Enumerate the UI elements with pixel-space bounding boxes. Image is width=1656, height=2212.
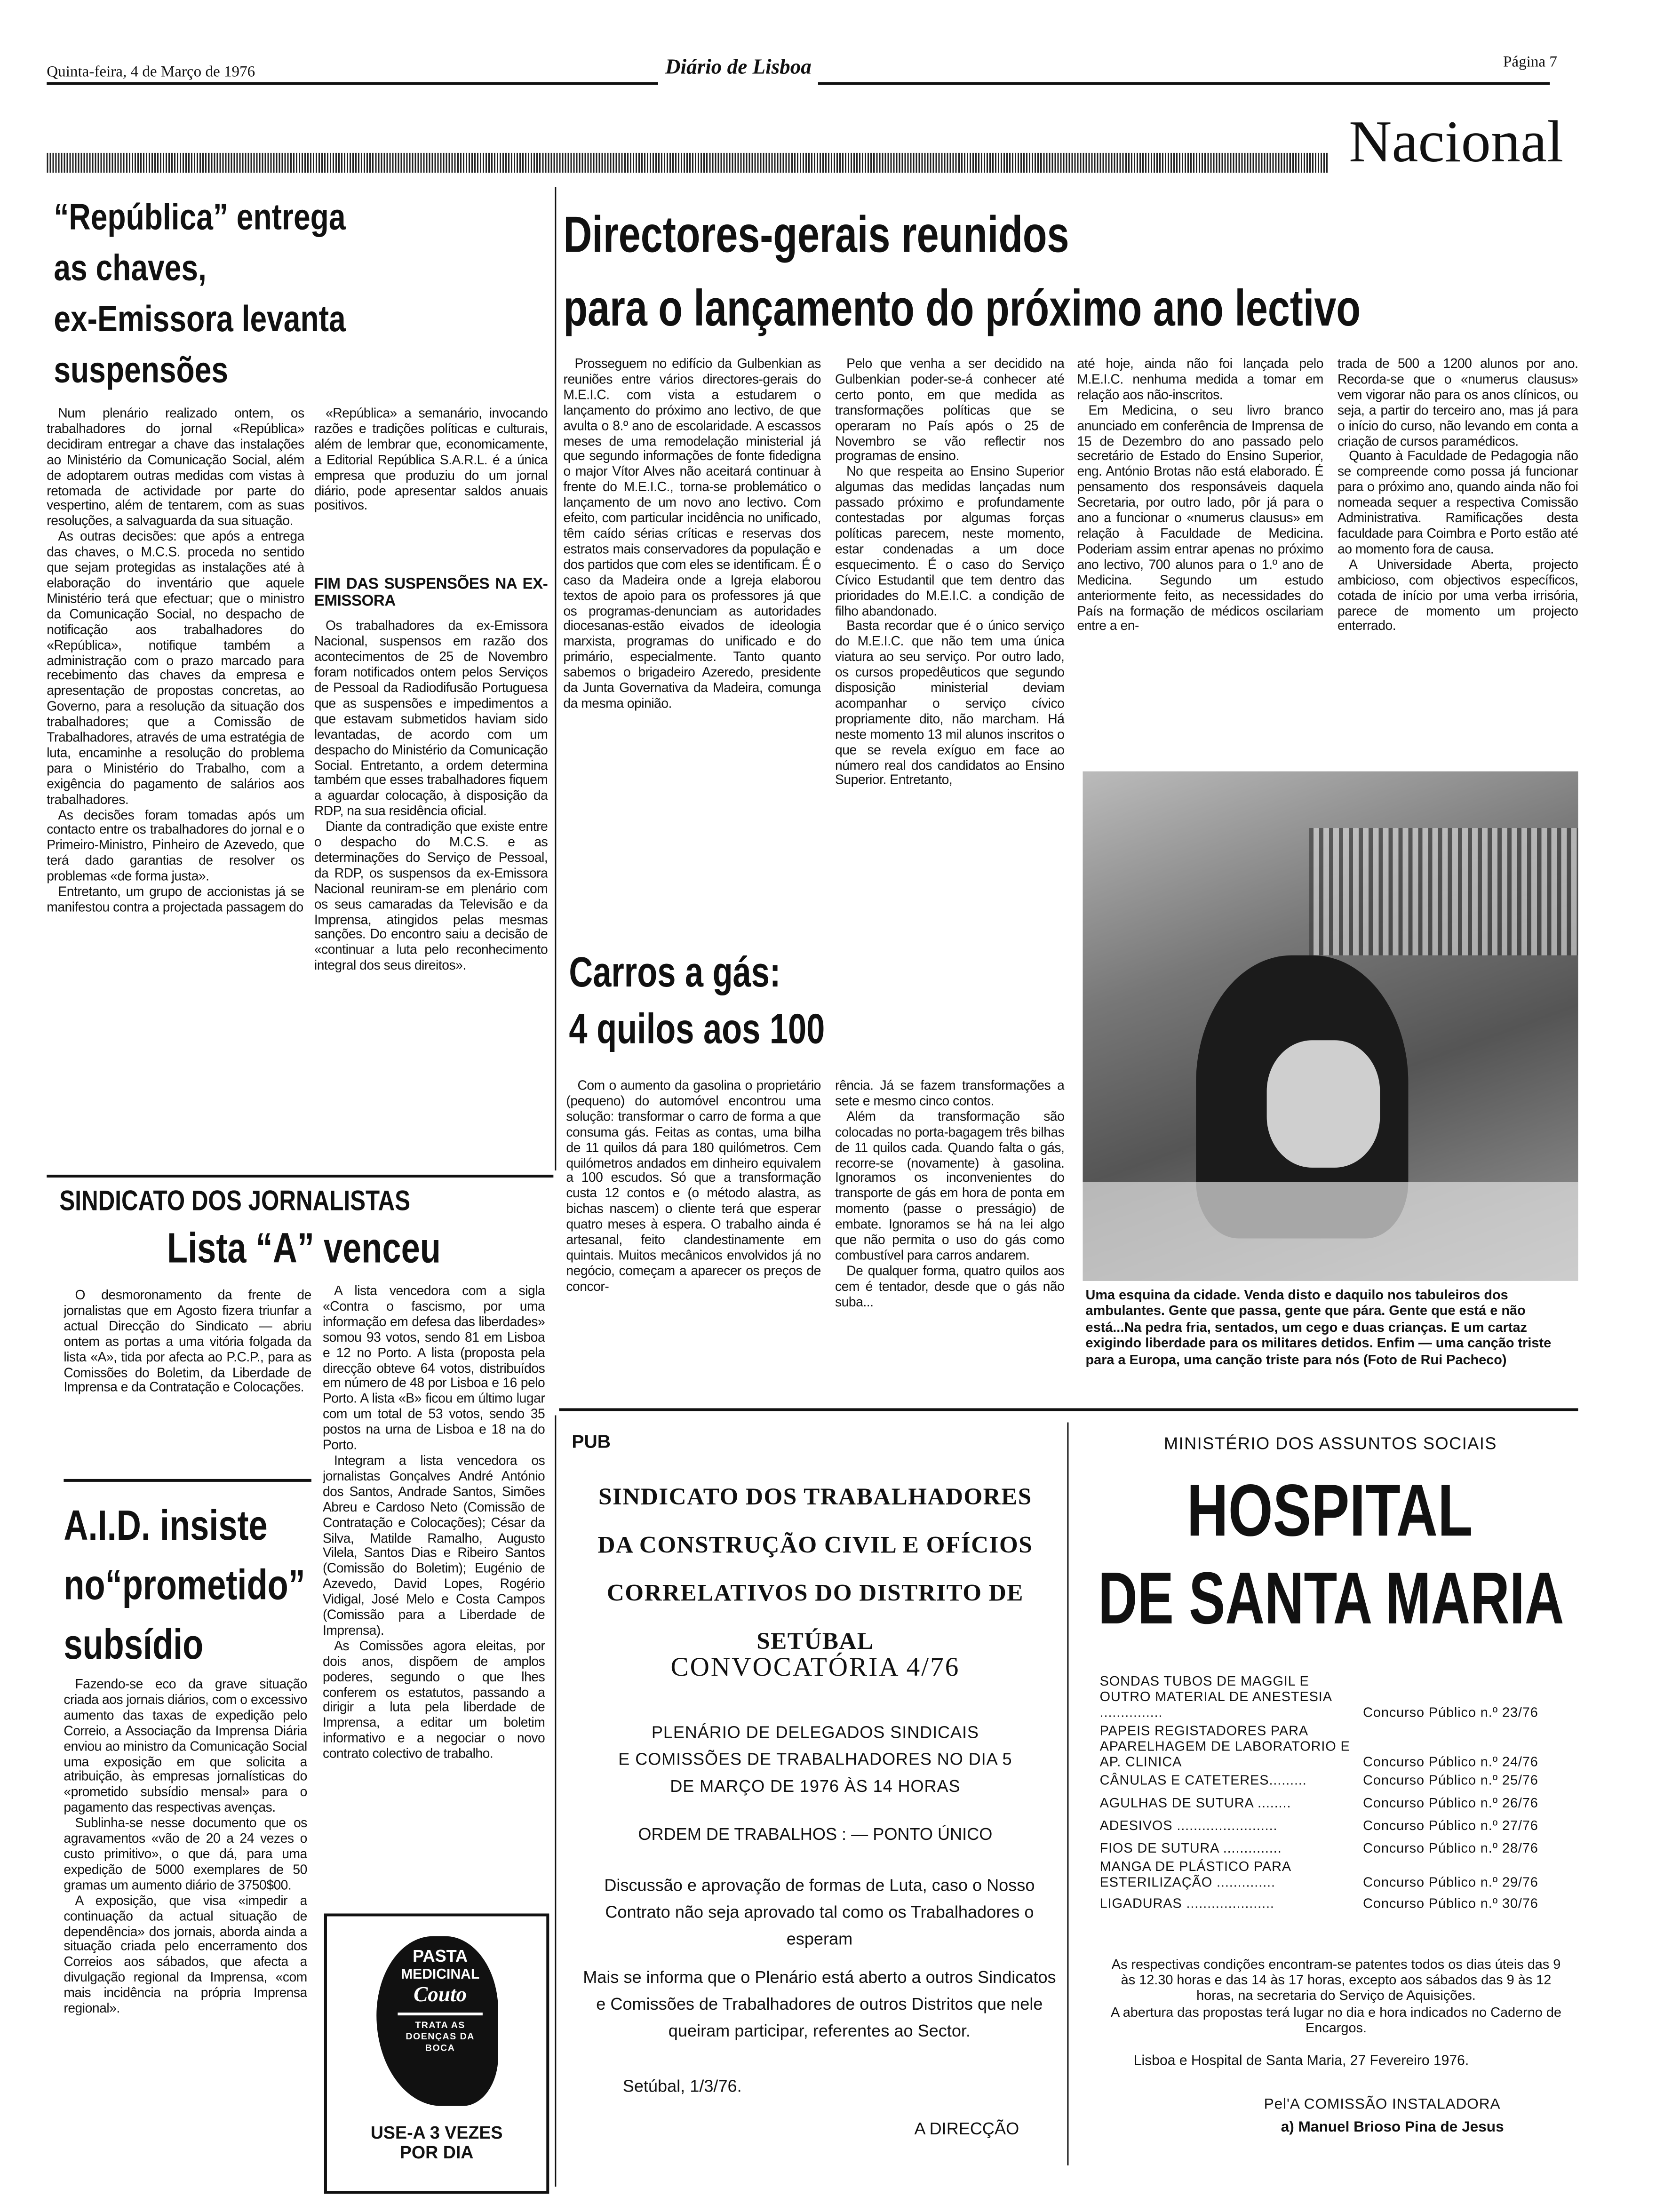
aid-column: [64, 1677, 307, 2208]
headline-line: Directores-gerais reunidos: [563, 205, 1069, 263]
title-line: DE SANTA MARIA: [1097, 1558, 1564, 1640]
paragraph: Num plenário realizado ontem, os trabalhadores do jornal «República» decidiram entregar a chave das instalações ao Ministério da Comunicação Social, além de adoptarem outras medidas com vistas à retomada de actividade por parte do vespertino, além de tentarem, com as suas resoluções, a salvaguarda da sua situação.: [47, 406, 304, 529]
sindicato-setubal-ad: [563, 1423, 1068, 2165]
paragraph: Os trabalhadores da ex-Emissora Nacional, suspensos em razão dos acontecimentos de 25 de Novembro foram notificados ontem pelos Serviços de Pessoal da Radiodifusão Portuguesa que as suspensões e impedimentos a que estavam submetidos haviam sido levantadas, de acordo com um despacho do Ministério da Comunicação Social. Entretanto, a ordem determina também que esses trabalhadores fiquem a aguardar colocação, à disposição da RDP, na sua residência oficial.: [314, 617, 548, 819]
section-divider: [559, 1408, 1578, 1410]
pasta-medicinal-ad: [324, 1913, 549, 2194]
item-concurso: Concurso Público n.º 30/76: [1363, 1896, 1538, 1912]
concurso-item: [1100, 1774, 1576, 1789]
page-number: Página 7: [1503, 54, 1557, 71]
item-concurso: Concurso Público n.º 28/76: [1363, 1841, 1538, 1857]
headline-line: Carros a gás:: [569, 949, 781, 996]
headline-line: A.I.D. insiste: [64, 1503, 268, 1550]
concurso-item: [1100, 1860, 1576, 1891]
header-rule-left: [47, 82, 658, 84]
paragraph: trada de 500 a 1200 alunos por ano. Recorda-se que o «numerus clausus» vem vigorar não para os anos clínicos, ou seja, a partir do terceiro ano, mas já para o início do curso, não levando em conta a criação de cursos paramédicos.: [1338, 357, 1578, 448]
hospital-title: [1083, 1468, 1578, 1556]
paragraph: Pelo que venha a ser decidido na Gulbenkian poder-se-á conhecer até certo ponto, em que medida as transformações políticas que se operaram no País após o 25 de Novembro se vão reflectir nos programas de ensino.: [835, 357, 1065, 464]
item-name: ADESIVOS ........................: [1099, 1818, 1278, 1835]
ad-slogan: POR DIA: [399, 2142, 474, 2163]
item-name: LIGADURAS .....................: [1099, 1896, 1274, 1912]
headline-line: para o lançamento do próximo ano lectivo: [563, 278, 1361, 337]
item-name: CÂNULAS E CATETERES.........: [1099, 1773, 1307, 1789]
ministry-name: MINISTÉRIO DOS ASSUNTOS SOCIAIS: [1163, 1433, 1497, 1454]
headline-line: no“prometido”: [64, 1562, 305, 1609]
paragraph: As decisões foram tomadas após um contacto entre os trabalhadores do jornal e o Primeiro-Ministro, Pinheiro de Azevedo, que terá dado garantias de resolver os problemas «de forma justa».: [47, 806, 304, 883]
concurso-item: [1100, 1724, 1576, 1770]
ad-title-line: DA CONSTRUÇÃO CIVIL E OFÍCIOS: [597, 1531, 1033, 1559]
item-name: PAPEIS REGISTADORES PARA APARELHAGEM DE LABORATORIO E AP. CLINICA: [1099, 1724, 1350, 1771]
subheading: FIM DAS SUSPENSÕES NA EX-EMISSORA: [314, 576, 548, 611]
headline-line: ex-Emissora levanta: [54, 297, 346, 340]
item-concurso: Concurso Público n.º 27/76: [1363, 1818, 1538, 1835]
paragraph: rência. Já se fazem transformações a sete e mesmo cinco contos.: [835, 1078, 1065, 1108]
ad-brand-script: Couto: [414, 1984, 467, 2007]
paragraph: As outras decisões: que após a entrega das chaves, o M.C.S. proceda no sentido que sejam protegidas as instalações até à elaboração do inventário que aquele Ministério terá que efectuar; que o ministro da Comunicação Social, no despacho de notificação aos trabalhadores do «República», notifique também a administração com o prazo marcado para recebimento das chaves da empresa e apresentação de propostas concretas, ao Governo, para a resolução da situação dos trabalhadores; que a Comissão de Trabalhadores, através de uma estratégia de luta, encaminhe a resolução do problema para o Ministério do Trabalho, com a exigência do pagamento de salários aos trabalhadores.: [47, 528, 304, 806]
directores-column-1: [563, 357, 821, 923]
column-divider: [555, 187, 556, 1170]
directores-column-3: [1077, 357, 1323, 756]
jornalistas-headline: Lista “A” venceu: [167, 1225, 441, 1273]
informa-text: Mais se informa que o Plenário está aberto a outros Sindicatos e Comissões de Trabalhadores de outros Distritos que nele queiram participar, referentes ao Sector.: [583, 1967, 1056, 2041]
photo-stall: [1309, 828, 1578, 955]
concurso-item: [1100, 1796, 1576, 1812]
paragraph: A lista vencedora com a sigla «Contra o fascismo, por uma informação em defesa das liberdades» somou 93 votos, sendo 81 em Lisboa e 12 no Porto. A lista (proposta pela direcção obteve 64 votos, distribuídos em número de 48 por Lisboa e 16 pelo Porto. A lista «B» ficou em último lugar com um total de 53 votos, sendo 35 postos na urna de Lisboa e 18 na do Porto.: [322, 1283, 545, 1452]
discussao-text: Discussão e aprovação de formas de Luta, caso o Nosso Contrato não seja aprovado tal como os Trabalhadores o esperam: [604, 1875, 1035, 1949]
paragraph: Em Medicina, o seu livro branco anunciado em conferência de Imprensa de 15 de Dezembro do ano passado pelo secretário de Estado do Ensino Superior, eng. António Brotas não está elaborado. É pensamento dos responsáveis daquela Secretaria, por outro lado, pôr já para o ano a funcionar o «numerus clausus» em relação à Faculdade de Medicina. Poderiam assim entrar apenas no próximo ano lectivo, 700 alunos para o 1.º ano de Medicina. Segundo um estudo anteriormente feito, as necessidades do País na formação de médicos oscilariam entre a en-: [1077, 401, 1323, 634]
paragraph: Quanto à Faculdade de Pedagogia não se compreende como possa já funcionar para o próximo ano, quando ainda não foi nomeada sequer a respectiva Comissão Administrativa. Ramificações desta faculdade para Coimbra e Porto estão até ao momento fora de causa.: [1338, 448, 1578, 556]
paragraph: Prosseguem no edifício da Gulbenkian as reuniões entre vários directores-gerais do M.E.I.C. com vista a estudarem o lançamento do próximo ano lectivo, de que avulta o 8.º ano de escolaridade. A escassos meses de uma remodelação ministerial já que segundo informações de fonte fidedigna o major Vítor Alves não aceitará continuar à frente do M.E.I.C., torna-se problemático o lançamento de um novo ano lectivo. Com efeito, com particular incidência no unificado, têm caído sérias críticas e reservas dos estratos mais conservadores da população e dos partidos que com eles se identificam. É o caso da Madeira onde a Igreja elaborou textos de apoio para os professores já que os programas-denunciam as autoridades diocesanas-estão eivados de ideologia marxista, programas do unificado e do primário, especialmente. Tanto quanto sabemos o brigadeiro Azeredo, presidente da Junta Governativa da Madeira, comunga da mesma opinião.: [563, 357, 821, 711]
paragraph: O desmoronamento da frente de jornalistas que em Agosto fizera triunfar a actual Direcção do Sindicato — abriu ontem as portas a uma vitória folgada da lista «A», tida por afecta ao P.C.P., para as Comissões do Boletim, da Liberdade de Imprensa e da Contratação e Colocações.: [64, 1288, 311, 1395]
committee: Pel'A COMISSÃO INSTALADORA: [1264, 2096, 1501, 2113]
paragraph: Entretanto, um grupo de accionistas já se manifestou contra a projectada passagem do: [47, 883, 304, 915]
hospital-santa-maria-ad: [1083, 1423, 1578, 2208]
paragraph: Diante da contradição que existe entre o despacho do M.C.S. e as determinações do Serviço de Pessoal, da RDP, os suspensos da ex-Emissora Nacional reuniram-se em plenário com os seus camaradas da Televisão e da Imprensa, atingidos pelas mesmas sanções. Do encontro saiu a decisão de «continuar a luta pelo reconhecimento integral dos seus direitos».: [314, 818, 548, 973]
concurso-list: [1100, 1674, 1576, 1912]
column-divider: [555, 1416, 557, 2187]
ad-signature: A DIRECÇÃO: [914, 2118, 1019, 2139]
carros-headline: [569, 946, 897, 1059]
ad-tagline: BOCA: [425, 2043, 455, 2053]
ad-slogan: USE-A 3 VEZES: [370, 2123, 503, 2143]
ad-text-line: PLENÁRIO DE DELEGADOS SINDICAIS: [651, 1722, 979, 1743]
ordem-trabalhos: ORDEM DE TRABALHOS : — PONTO ÚNICO: [638, 1824, 993, 1845]
section-divider: [64, 1479, 311, 1481]
ad-tagline: DOENÇAS DA: [406, 2031, 475, 2042]
conditions-text: As respectivas condições encontram-se patentes todos os dias úteis das 9 às 12.30 horas e das 14 às 17 horas, excepto aos sábados das 9 às 12 horas, na secretaria do Serviço de Aquisições.: [1111, 1957, 1561, 2005]
concurso-item: [1100, 1841, 1576, 1857]
republica-column-2: [314, 406, 548, 1163]
ad-signature: a) Manuel Brioso Pina de Jesus: [1281, 2118, 1504, 2136]
paragraph: até hoje, ainda não foi lançada pelo M.E.I.C. nenhuma medida a tomar em relação aos não-inscritos.: [1077, 357, 1323, 402]
item-concurso: Concurso Público n.º 29/76: [1363, 1875, 1538, 1891]
paragraph: Fazendo-se eco da grave situação criada aos jornais diários, com o excessivo aumento das taxas de expedição pelo Correio, a Associação da Imprensa Diária enviou ao ministro da Comunicação Social uma exposição em que solicita a atribuição, às empresas jornalísticas do «prometido subsídio mensal» para o pagamento das respectivas avenças.: [64, 1677, 307, 1815]
issue-date: Quinta-feira, 4 de Março de 1976: [47, 64, 255, 81]
ad-brand-line: MEDICINAL: [401, 1967, 480, 1983]
item-concurso: Concurso Público n.º 25/76: [1363, 1773, 1538, 1789]
headline-line: “República” entrega: [54, 195, 346, 238]
item-name: MANGA DE PLÁSTICO PARA ESTERILIZAÇÃO ..............: [1099, 1860, 1291, 1891]
ad-title-line: CORRELATIVOS DO DISTRITO DE SETÚBAL: [606, 1579, 1024, 1655]
newspaper-title: Diário de Lisboa: [665, 56, 812, 80]
paragraph: Basta recordar que é o único serviço do M.E.I.C. que não tem uma única viatura ao seu serviço. Por outro lado, os cursos propedêuticos que segundo disposição ministerial deviam acompanhar o serviço cívico propriamente dito, não marcham. Há neste momento 13 mil alunos inscritos o que se revela exíguo em face ao número real dos candidatos ao Ensino Superior. Entretanto,: [835, 617, 1065, 788]
opening-text: A abertura das propostas terá lugar no dia e hora indicados no Caderno de Encargos.: [1111, 2005, 1561, 2037]
item-name: AGULHAS DE SUTURA ........: [1099, 1796, 1291, 1812]
headline-line: subsídio: [64, 1622, 204, 1669]
concurso-item: [1100, 1674, 1576, 1721]
concurso-item: [1100, 1819, 1576, 1834]
street-photo: [1083, 772, 1578, 1281]
paragraph: As Comissões agora eleitas, por dois anos, dispõem de amplos poderes, segundo o que lhes conferem os estatutos, passando a dirigir a luta pela liberdade de Imprensa, a editar um boletim informativo e a negociar o novo contrato colectivo de trabalho.: [322, 1637, 545, 1761]
convocatoria-title: CONVOCATÓRIA 4/76: [670, 1653, 960, 1683]
section-divider: [47, 1175, 553, 1177]
paragraph: No que respeita ao Ensino Superior algumas das medidas lançadas num passado próximo e profundamente contestadas por algumas forças políticas parecem, neste momento, estar condenadas a um doce esquecimento. É o caso do Serviço Cívico Estudantil que tem dentro das prioridades do M.E.I.C. a condição de filho abandonado.: [835, 463, 1065, 618]
paragraph: Além da transformação são colocadas no porta-bagagem três bilhas de 11 quilos cada. Quando falta o gás, recorre-se (novamente) à gasolina. Ignoramos os inconvenientes do transporte de gás em hora de ponta em momento (passe o presságio) de embate. Ignoramos se há na lei algo que não permita o uso do gás como combustível para carros andarem.: [835, 1108, 1065, 1263]
ad-text-line: E COMISSÕES DE TRABALHADORES NO DIA 5: [618, 1749, 1012, 1769]
title-line: HOSPITAL: [1187, 1470, 1473, 1553]
carros-column-1: [566, 1078, 821, 1397]
item-name: SONDAS TUBOS DE MAGGIL E OUTRO MATERIAL DE ANESTESIA ...............: [1099, 1674, 1332, 1721]
paragraph: «República» a semanário, invocando razões e tradições políticas e culturais, além de lembrar que, economicamente, a Editorial República S.A.R.L. é a única empresa que produziu do um jornal diário, pode apresentar saldos anuais positivos.: [314, 406, 548, 513]
aid-headline: [64, 1497, 366, 1676]
photo-child: [1267, 1040, 1380, 1168]
item-concurso: Concurso Público n.º 26/76: [1363, 1796, 1538, 1812]
photo-pavement: [1083, 1182, 1578, 1281]
section-hatch-bar: [47, 153, 1328, 173]
headline-line: as chaves,: [54, 246, 207, 289]
ad-tagline: TRATA AS: [415, 2020, 465, 2030]
section-title: Nacional: [1349, 110, 1564, 176]
paragraph: A Universidade Aberta, projecto ambicioso, com objectivos específicos, cotada de início por uma verba irrisória, parece de momento um projecto enterrado.: [1338, 556, 1578, 634]
item-name: FIOS DE SUTURA ..............: [1099, 1841, 1282, 1857]
header-rule-right: [818, 82, 1550, 84]
item-concurso: Concurso Público n.º 24/76: [1363, 1755, 1538, 1771]
headline-line: 4 quilos aos 100: [569, 1006, 825, 1053]
ad-brand-line: PASTA: [413, 1946, 468, 1966]
directores-column-2: [835, 357, 1064, 923]
paragraph: Sublinha-se nesse documento que os agravamentos «vão de 20 a 24 vezes o custo primitivo», o que dá, para uma expedição de 5000 exemplares de 50 gramas um aumento diário de 3750$00.: [64, 1814, 307, 1892]
paragraph: A exposição, que visa «impedir a continuação da actual situação de dependência» dos jornais, aborda ainda a situação criada pelo encerramento dos Correios aos sábados, que afecta a divulgação regional da Imprensa, «com mais incidência na própria Imprensa regional».: [64, 1892, 307, 2016]
pub-label: PUB: [572, 1431, 611, 1452]
directores-headline: [563, 198, 1585, 345]
paragraph: De qualquer forma, quatro quilos aos cem é tentador, desde que o gás não suba...: [835, 1262, 1065, 1309]
jornalistas-column-1: [64, 1288, 311, 1465]
paragraph: Com o aumento da gasolina o proprietário (pequeno) do automóvel encontrou uma solução: transformar o carro de forma a que consuma gás. Feitas as contas, uma bilha de 11 quilos dá para 180 quilómetros. Cem quilómetros andados em dinheiro equivalem a 100 escudos. Só que a transformação custa 12 contos e (o método alastra, as bichas nascem) o cliente terá que esperar quatro meses à espera. O trabalho ainda é artesanal, feito clandestinamente em quintais. Muitos mecânicos envolvidos já no negócio, começam a aparecer os preços de concor-: [566, 1078, 821, 1294]
ad-place-date: Lisboa e Hospital de Santa Maria, 27 Fevereiro 1976.: [1133, 2053, 1469, 2069]
photo-caption: Uma esquina da cidade. Venda disto e daquilo nos tabuleiros dos ambulantes. Gente que passa, gente que pára. Gente que está e não está...Na pedra fria, sentados, um cego e duas crianças. E um cartaz exigindo liberdade para os militares detidos. Enfim — uma canção triste para a Europa, uma canção triste para nós (Foto de Rui Pacheco): [1085, 1288, 1552, 1369]
headline-line: suspensões: [54, 348, 229, 391]
ad-title-line: SINDICATO DOS TRABALHADORES: [598, 1483, 1032, 1511]
carros-column-2: [835, 1078, 1064, 1397]
jornalistas-kicker: SINDICATO DOS JORNALISTAS: [59, 1186, 410, 1217]
directores-column-4: [1338, 357, 1578, 756]
item-concurso: Concurso Público n.º 23/76: [1363, 1705, 1538, 1721]
republica-column-1: [47, 406, 304, 1163]
concurso-item: [1100, 1896, 1576, 1912]
ad-text-line: DE MARÇO DE 1976 ÀS 14 HORAS: [670, 1776, 961, 1796]
ad-place-date: Setúbal, 1/3/76.: [622, 2076, 742, 2096]
republica-headline: [54, 191, 422, 395]
paragraph: Integram a lista vencedora os jornalistas Gonçalves André António dos Santos, Andrade Santos, Simões Abreu e Cardoso Neto (Comissão de Contratação e Colocações); César da Silva, Matilde Ramalho, Augusto Vilela, Santos Dias e Ribeiro Santos (Comissão do Boletim); Eugénio de Azevedo, David Lopes, Rogério Vidigal, José Melo e Costa Campos (Comissão para a Liberdade de Imprensa).: [322, 1452, 545, 1638]
